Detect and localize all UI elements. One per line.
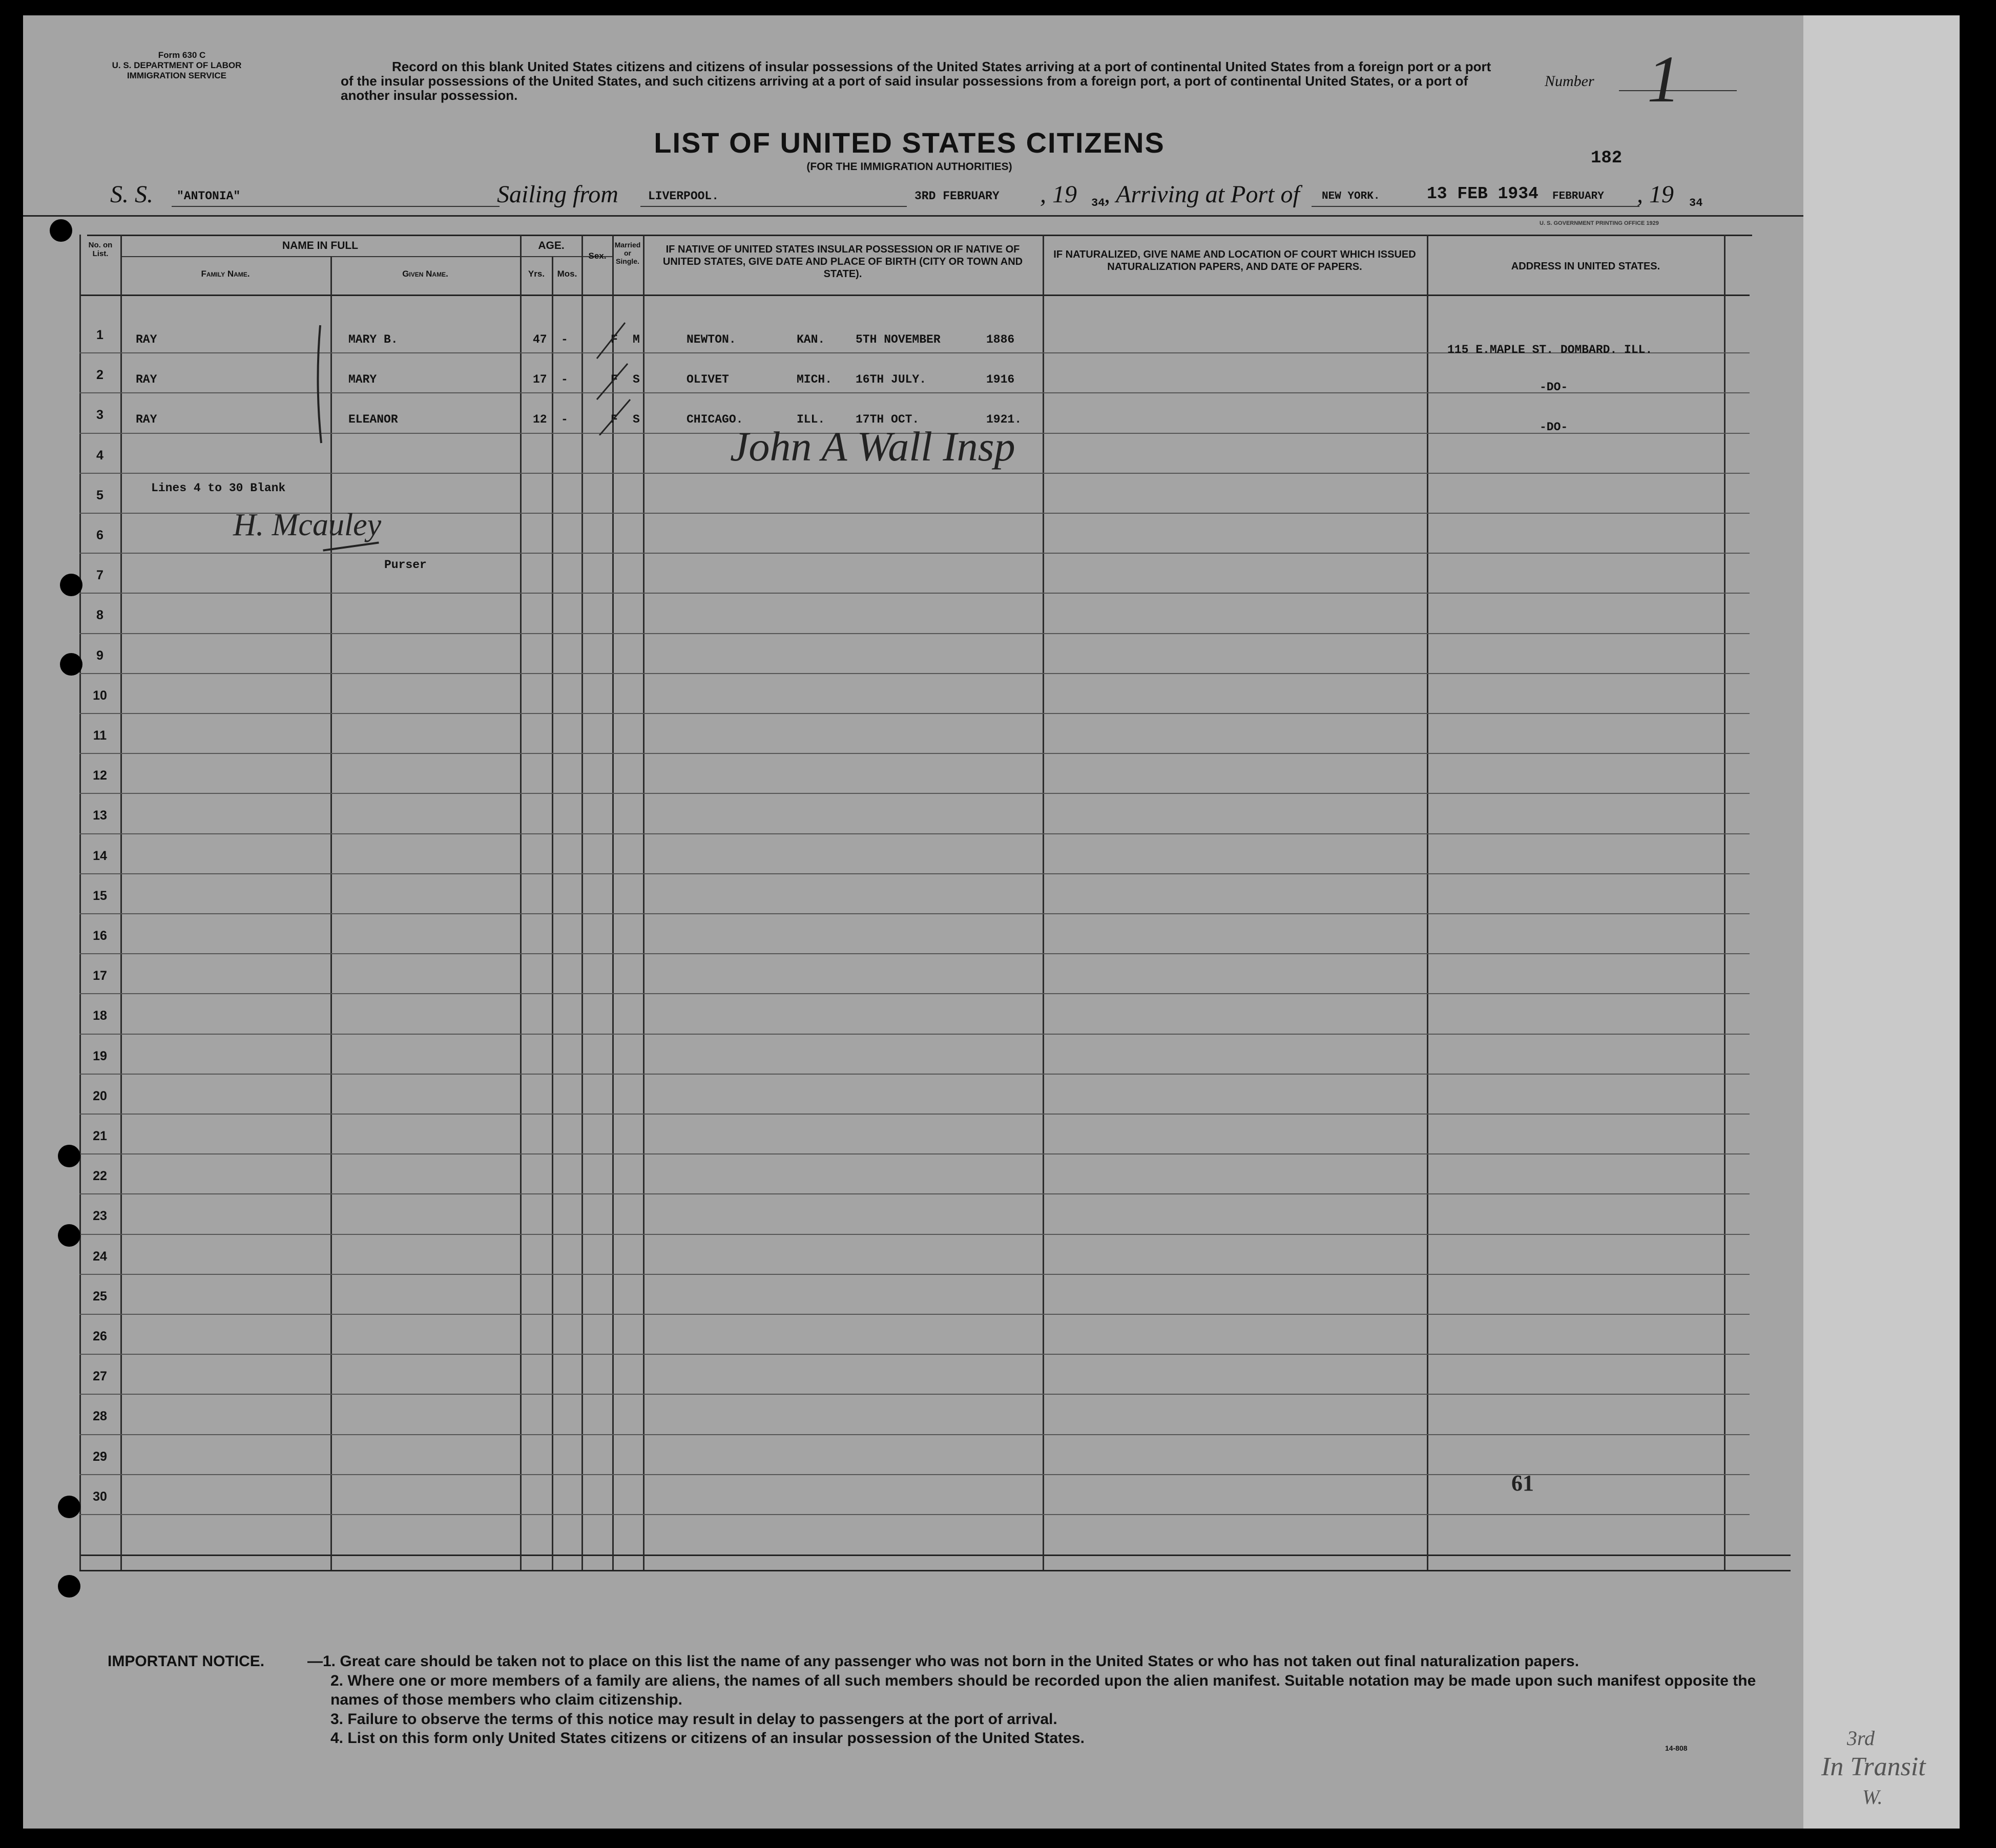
punch-hole <box>58 1145 80 1167</box>
passenger-birth-year: 1886 <box>986 333 1015 346</box>
row-line <box>79 1434 1750 1435</box>
row-line <box>79 993 1750 994</box>
arrival-month: FEBRUARY <box>1552 191 1604 202</box>
row-line <box>79 833 1750 834</box>
row-number: 26 <box>93 1329 107 1343</box>
col-header-given: Given Name. <box>402 269 448 279</box>
manifest-sheet <box>23 15 1803 1829</box>
col-line-0 <box>79 235 81 1570</box>
row-number: 12 <box>93 768 107 783</box>
row-number: 25 <box>93 1289 107 1304</box>
row-number: 18 <box>93 1009 107 1023</box>
row-number: 17 <box>93 969 107 983</box>
passenger-sex: F <box>611 373 618 387</box>
printer-note-top: U. S. GOVERNMENT PRINTING OFFICE 1929 <box>1540 220 1659 226</box>
row-line <box>79 873 1750 874</box>
row-number: 4 <box>96 448 103 463</box>
row-line <box>79 953 1750 954</box>
printer-note: 14-808 <box>1665 1744 1688 1752</box>
passenger-birth-city: OLIVET <box>687 373 729 387</box>
notice-heading: IMPORTANT NOTICE. <box>108 1653 265 1670</box>
row-number: 7 <box>96 568 103 583</box>
passenger-marital-status: M <box>633 333 640 346</box>
notice-item-1: —1. Great care should be taken not to place on this list the name of any passenger who was not born in the United States or who has not taken out final naturalization papers. <box>307 1653 1579 1670</box>
passenger-family-name: RAY <box>136 333 157 346</box>
number-label: Number <box>1545 73 1594 90</box>
row-number: 14 <box>93 848 107 863</box>
row-number: 21 <box>93 1129 107 1143</box>
arrival-year: 34 <box>1689 197 1703 209</box>
passenger-sex: F <box>611 413 618 427</box>
adjacent-page <box>1803 15 1960 1829</box>
punch-hole <box>60 653 82 676</box>
passenger-family-name: RAY <box>136 413 157 427</box>
row-number: 27 <box>93 1369 107 1384</box>
row-number: 10 <box>93 688 107 703</box>
col-header-mos: Mos. <box>557 269 577 279</box>
row-line <box>79 1514 1750 1515</box>
row-number: 15 <box>93 888 107 903</box>
passenger-marital-status: S <box>633 373 640 387</box>
service: IMMIGRATION SERVICE <box>127 71 226 80</box>
passenger-age-months: - <box>561 413 568 427</box>
side-note-1: 3rd <box>1847 1727 1875 1750</box>
passenger-birth-year: 1921. <box>986 413 1022 427</box>
row-line <box>79 793 1750 794</box>
col-header-birth: IF NATIVE OF UNITED STATES INSULAR POSSESSION OR IF NATIVE OF UNITED STATES, GIVE DATE AND PLACE OF BIRTH (CITY OR TOWN AND STATE). <box>662 244 1023 280</box>
arrival-year-prefix: , 19 <box>1637 181 1674 208</box>
passenger-birth-state: KAN. <box>797 333 825 346</box>
passenger-age-months: - <box>561 373 568 387</box>
row-line <box>79 473 1750 474</box>
row-line <box>79 1314 1750 1315</box>
row-line <box>79 1193 1750 1194</box>
col-header-name: NAME IN FULL <box>282 240 359 251</box>
row-line <box>79 913 1750 914</box>
row-line <box>79 593 1750 594</box>
col-line-3 <box>520 235 522 1570</box>
punch-hole <box>58 1496 80 1518</box>
table-top-border <box>23 215 1803 217</box>
ship-name: "ANTONIA" <box>177 190 241 203</box>
passenger-birth-date: 16TH JULY. <box>856 373 927 387</box>
header-bottom <box>79 295 1750 296</box>
number-value: 1 <box>1647 43 1680 116</box>
col-line-10 <box>1724 235 1725 1570</box>
notice-item-3: 3. Failure to observe the terms of this notice may result in delay to passengers at the port of arrival. <box>330 1711 1057 1728</box>
passenger-birth-state: MICH. <box>797 373 833 387</box>
passenger-given-name: MARY <box>348 373 377 387</box>
row-number: 20 <box>93 1088 107 1103</box>
row-line <box>79 1394 1750 1395</box>
col-header-naturalized: IF NATURALIZED, GIVE NAME AND LOCATION OF COURT WHICH ISSUED NATURALIZATION PAPERS, AND DATE OF PAPERS. <box>1053 249 1416 272</box>
col-header-married: Married or Single. <box>614 241 641 265</box>
passenger-address: -DO- <box>1540 421 1568 434</box>
purser-label: Purser <box>384 558 427 572</box>
arrival-stamp: 13 FEB 1934 <box>1427 184 1538 203</box>
passenger-marital-status: S <box>633 413 640 427</box>
row-number: 22 <box>93 1169 107 1184</box>
passenger-given-name: MARY B. <box>348 333 398 346</box>
row-line <box>79 1074 1750 1075</box>
side-note-2: In Transit <box>1821 1752 1926 1781</box>
departure-year-prefix: , 19 <box>1040 181 1077 208</box>
col-header-age: AGE. <box>538 240 565 251</box>
row-line <box>79 1274 1750 1275</box>
row-line <box>79 713 1750 714</box>
blank-lines-note: Lines 4 to 30 Blank <box>151 481 286 495</box>
purser-signature: H. Mcauley <box>233 508 382 542</box>
instructions: Record on this blank United States citizens and citizens of insular possessions of the United States arriving at a port of continental United States from a foreign port or a port of the insular possessions of the United States, and such citizens arriving at a port of said insular possessions from a foreign port, a port of continental United States, or a port of another insular possession. <box>341 59 1491 103</box>
inspector-signature: John A Wall Insp <box>730 423 1015 470</box>
row-line <box>79 673 1750 674</box>
page-title: LIST OF UNITED STATES CITIZENS <box>654 127 1165 159</box>
row-line <box>79 1474 1750 1475</box>
check-marks <box>576 312 648 435</box>
row-number: 19 <box>93 1048 107 1063</box>
arrival-underline <box>1312 206 1639 207</box>
table-inner-top <box>87 235 1752 236</box>
passenger-birth-city: NEWTON. <box>687 333 736 346</box>
row-number: 16 <box>93 929 107 943</box>
passenger-given-name: ELEANOR <box>348 413 398 427</box>
page-subtitle: (FOR THE IMMIGRATION AUTHORITIES) <box>806 161 1012 173</box>
row-number: 23 <box>93 1209 107 1224</box>
row-number: 5 <box>96 488 103 502</box>
col-header-family: Family Name. <box>201 269 250 279</box>
department: U. S. DEPARTMENT OF LABOR <box>112 60 242 70</box>
passenger-age-years: 17 <box>533 373 547 387</box>
row-number: 13 <box>93 808 107 823</box>
header-divider-name <box>120 256 551 257</box>
col-header-address: ADDRESS IN UNITED STATES. <box>1511 261 1660 272</box>
passenger-birth-city: CHICAGO. <box>687 413 743 427</box>
count-note: 61 <box>1511 1471 1534 1496</box>
notice-item-2: 2. Where one or more members of a family are aliens, the names of all such members should be recorded upon the alien manifest. Suitable notation may be made upon such manifest opposite the names of those members who claim citizenship. <box>330 1672 1756 1708</box>
row-number: 24 <box>93 1249 107 1264</box>
row-number: 11 <box>93 728 107 743</box>
punch-hole <box>60 574 82 596</box>
passenger-birth-year: 1916 <box>986 373 1015 387</box>
row-line <box>79 753 1750 754</box>
ship-underline <box>172 206 500 207</box>
col-header-sex: Sex. <box>588 251 607 261</box>
col-line-8 <box>1043 235 1044 1570</box>
row-number: 29 <box>93 1449 107 1464</box>
passenger-birth-date: 17TH OCT. <box>856 413 920 427</box>
sailing-underline <box>640 206 907 207</box>
passenger-age-years: 47 <box>533 333 547 346</box>
sailing-port: LIVERPOOL. <box>648 190 719 203</box>
arriving-label: , Arriving at Port of <box>1104 181 1300 208</box>
row-number: 2 <box>96 368 103 383</box>
table-bottom-border <box>79 1555 1791 1556</box>
row-number: 8 <box>96 608 103 623</box>
departure-year: 34 <box>1091 197 1105 209</box>
row-line <box>79 553 1750 554</box>
row-number: 6 <box>96 528 103 542</box>
arrival-port: NEW YORK. <box>1322 191 1380 202</box>
table-bottom-border-2 <box>79 1570 1791 1571</box>
ss-label: S. S. <box>110 181 153 208</box>
row-line <box>79 1153 1750 1154</box>
punch-hole <box>50 219 72 242</box>
row-line <box>79 633 1750 634</box>
passenger-sex: F <box>611 333 618 346</box>
row-line <box>79 1354 1750 1355</box>
col-header-yrs: Yrs. <box>528 269 545 279</box>
row-number: 9 <box>96 648 103 663</box>
side-note-3: W. <box>1862 1786 1883 1809</box>
punch-hole <box>58 1224 80 1247</box>
row-line <box>79 1114 1750 1115</box>
form-number: Form 630 C <box>158 50 206 60</box>
passenger-age-years: 12 <box>533 413 547 427</box>
row-number: 28 <box>93 1409 107 1424</box>
passenger-age-months: - <box>561 333 568 346</box>
notice-item-4: 4. List on this form only United States citizens or citizens of an insular possession of the United States. <box>330 1730 1085 1747</box>
passenger-address: -DO- <box>1540 381 1568 394</box>
row-number: 30 <box>93 1489 107 1504</box>
passenger-address: 115 E.MAPLE ST. DOMBARD. ILL. <box>1447 343 1653 356</box>
punch-hole <box>58 1575 80 1598</box>
row-line <box>79 1234 1750 1235</box>
row-number: 3 <box>96 408 103 423</box>
page-stamp: 182 <box>1591 149 1623 168</box>
row-line <box>79 1034 1750 1035</box>
passenger-birth-date: 5TH NOVEMBER <box>856 333 941 346</box>
row-number: 1 <box>96 328 103 342</box>
passenger-family-name: RAY <box>136 373 157 387</box>
sailing-label: Sailing from <box>497 181 618 208</box>
bracket-mark <box>310 323 330 446</box>
departure-date: 3RD FEBRUARY <box>914 190 1000 203</box>
scan-edge <box>1960 15 1996 1829</box>
col-line-9 <box>1427 235 1428 1570</box>
passenger-birth-state: ILL. <box>797 413 825 427</box>
col-line-1 <box>120 235 122 1570</box>
col-header-no: No. on List. <box>88 241 113 258</box>
